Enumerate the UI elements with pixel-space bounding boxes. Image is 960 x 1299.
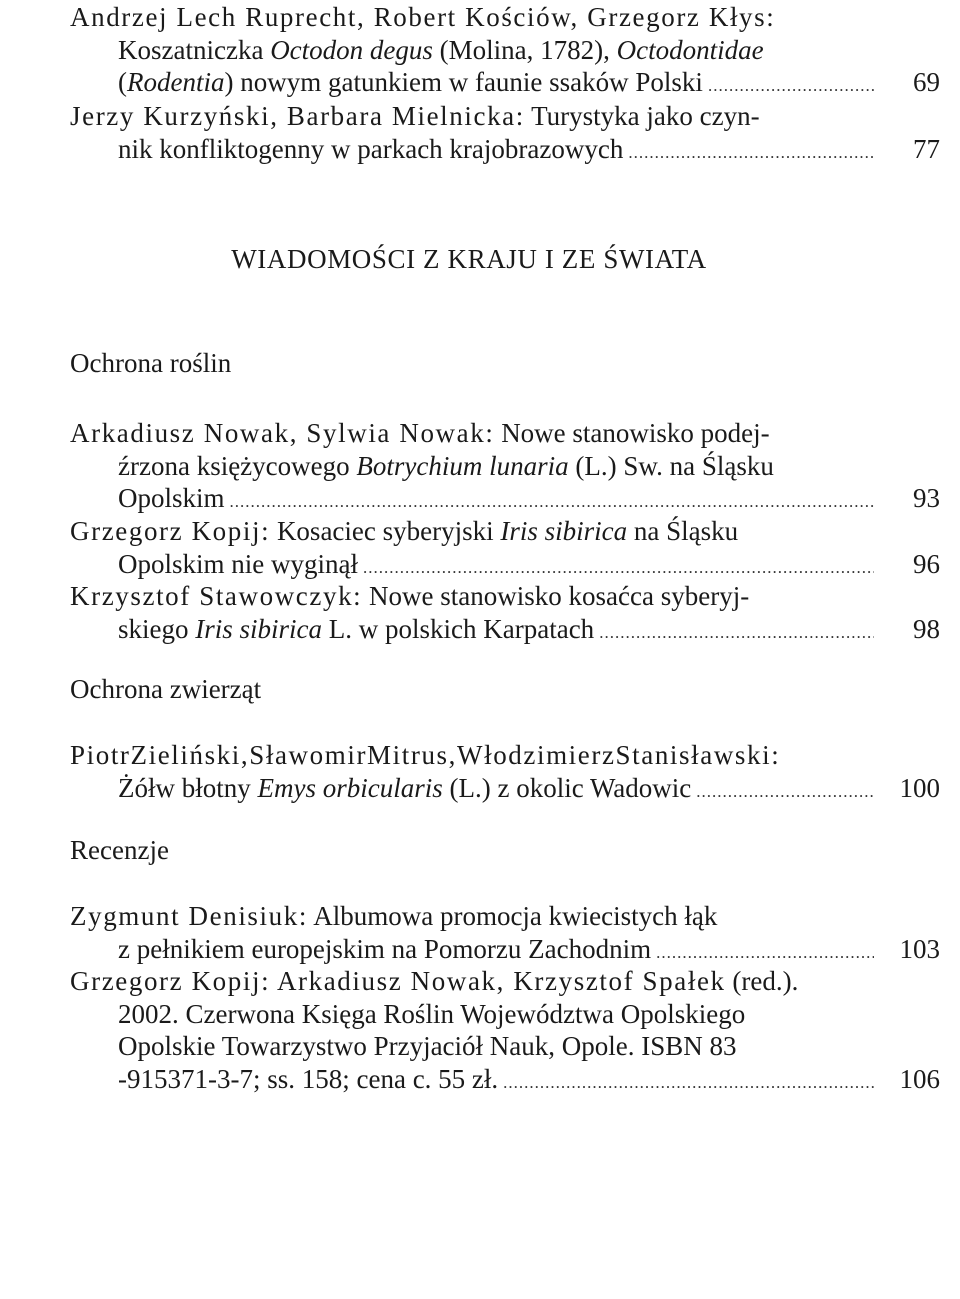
entry-text: [70, 516, 738, 546]
latin-name: Rodentia: [127, 67, 225, 97]
text-segment: (L.) z okolic Wadowic: [442, 772, 692, 803]
entry-line: [118, 547, 940, 581]
text-segment: Kosaciec syberyjski: [270, 516, 501, 546]
text-segment: z pełnikiem europejskim na Pomorzu Zachodnim: [118, 933, 652, 964]
text-segment: Albumowa promocja kwiecistych łąk: [307, 901, 718, 931]
subsection-title: Ochrona roślin: [70, 348, 232, 378]
entry-line: [118, 932, 940, 966]
author-names: Zygmunt Denisiuk:: [70, 901, 308, 931]
text-segment: ) nowym gatunkiem w faunie ssaków Polski: [224, 67, 703, 97]
subsection-title: Ochrona zwierząt: [70, 674, 262, 704]
dot-leader: [708, 69, 874, 103]
latin-name: Botrychium lunaria: [356, 450, 569, 481]
entry-text: [118, 932, 651, 966]
text-segment: Opolskim nie wyginął: [118, 548, 358, 579]
entry-text: [70, 740, 780, 770]
author-names: Krzysztof Stawowczyk:: [70, 581, 363, 611]
author-names: Grzegorz Kopij:: [70, 966, 271, 996]
text-segment: Żółw błotny: [118, 772, 258, 803]
latin-name: Iris sibirica: [500, 516, 628, 546]
entry-text: [118, 1031, 737, 1061]
entry-line: [118, 997, 940, 1031]
entry-line: [70, 964, 940, 998]
author-names: Arkadiusz Nowak, Sylwia Nowak:: [70, 418, 495, 448]
page-number: 98: [913, 613, 940, 644]
entry-line: [118, 612, 940, 646]
entry-text: [70, 101, 760, 131]
entry-line: [118, 1029, 940, 1063]
entry-line: [118, 132, 940, 166]
dot-leader: [628, 136, 874, 170]
entry-text: [70, 901, 717, 931]
dot-leader: [503, 1066, 874, 1100]
page-number: 77: [913, 133, 940, 164]
page-number: 100: [899, 772, 940, 803]
text-segment: Koszatniczka: [118, 34, 271, 65]
author-names: Arkadiusz Nowak, Krzysztof Spałek: [276, 966, 726, 996]
entry-text: [70, 966, 798, 996]
entry-line: [118, 771, 940, 805]
text-segment: [270, 966, 277, 996]
entry-text: [118, 451, 774, 481]
author-names: PiotrZieliński,SławomirMitrus,WłodzimierzStanisławski:: [70, 740, 781, 770]
text-segment: (: [118, 67, 127, 97]
latin-name: Octodon degus: [270, 34, 433, 65]
latin-name: Emys orbicularis: [257, 772, 443, 803]
author-names: Jerzy Kurzyński, Barbara Mielnicka:: [70, 101, 525, 131]
author-names: Grzegorz Kopij:: [70, 516, 271, 546]
entry-line: [70, 99, 940, 133]
entry-text: [118, 771, 691, 805]
entry-line: [118, 449, 940, 483]
entry-line: [118, 481, 940, 515]
page-number: 69: [913, 67, 940, 97]
page-number: 106: [899, 1063, 940, 1094]
entry-line: [70, 514, 940, 548]
entry-line: [70, 738, 940, 772]
text-segment: Nowe stanowisko podej-: [494, 418, 770, 448]
subsection-title: Recenzje: [70, 835, 169, 865]
entry-line: [118, 65, 940, 99]
entry-line: [118, 33, 940, 67]
entry-line: [118, 1062, 940, 1096]
dot-leader: [599, 616, 874, 650]
entry-text: [70, 2, 775, 32]
text-segment: 2002. Czerwona Księga Roślin Województwa Opolskiego: [118, 998, 746, 1029]
entry-text: [70, 581, 749, 611]
text-segment: (Molina, 1782),: [432, 34, 617, 65]
section-heading: WIADOMOŚCI Z KRAJU I ZE ŚWIATA: [231, 244, 707, 274]
dot-leader: [696, 775, 874, 809]
entry-text: [118, 999, 745, 1029]
text-segment: (L.) Sw. na Śląsku: [568, 450, 774, 481]
page-number: 93: [913, 483, 940, 513]
page-number: 96: [913, 548, 940, 579]
text-segment: Turystyka jako czyn-: [524, 101, 760, 131]
page-number: 103: [899, 933, 940, 964]
entry-text: [118, 65, 703, 99]
text-segment: Nowe stanowisko kosaćca syberyj-: [362, 581, 750, 611]
text-segment: skiego: [118, 613, 196, 644]
latin-name: Octodontidae: [616, 34, 764, 65]
entry-text: [118, 481, 225, 515]
entry-text: [118, 612, 594, 646]
text-segment: Opolskie Towarzystwo Przyjaciół Nauk, Opole. ISBN 83: [118, 1031, 737, 1061]
entry-line: [70, 0, 940, 34]
entry-line: [70, 579, 940, 613]
text-segment: Opolskim: [118, 483, 225, 513]
text-segment: L. w polskich Karpatach: [322, 613, 595, 644]
author-names: Andrzej Lech Ruprecht, Robert Kościów, Grzegorz Kłys:: [70, 2, 776, 32]
text-segment: na Śląsku: [627, 516, 739, 546]
entry-line: [70, 416, 940, 450]
entry-text: [118, 132, 623, 166]
latin-name: Iris sibirica: [195, 613, 323, 644]
entry-text: [118, 35, 764, 65]
entry-line: [70, 899, 940, 933]
entry-text: [118, 1062, 498, 1096]
text-segment: nik konfliktogenny w parkach krajobrazowych: [118, 133, 624, 164]
entry-text: [118, 547, 358, 581]
entry-text: [70, 418, 770, 448]
text-segment: -915371-3-7; ss. 158; cena c. 55 zł.: [118, 1063, 499, 1094]
text-segment: źrzona księżycowego: [118, 450, 357, 481]
text-segment: (red.).: [725, 966, 799, 996]
